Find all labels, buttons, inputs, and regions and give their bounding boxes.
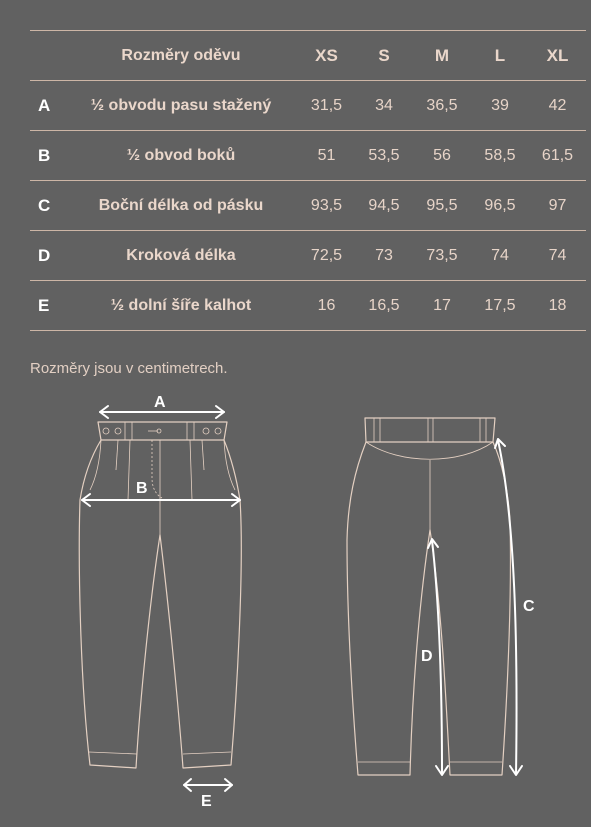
table-cell: 95,5 bbox=[413, 181, 471, 231]
header-letter-spacer bbox=[30, 31, 64, 81]
table-cell: 42 bbox=[529, 81, 586, 131]
table-cell: 96,5 bbox=[471, 181, 529, 231]
table-row bbox=[30, 231, 586, 281]
table-row bbox=[30, 281, 586, 331]
table-cell: 58,5 bbox=[471, 131, 529, 181]
table-cell: 16,5 bbox=[355, 281, 413, 331]
label-e: E bbox=[201, 793, 212, 810]
row-label: Boční délka od pásku bbox=[64, 181, 298, 231]
table-cell: 17 bbox=[413, 281, 471, 331]
row-letter: D bbox=[30, 231, 64, 281]
table-cell: 53,5 bbox=[355, 131, 413, 181]
measurement-diagram bbox=[0, 380, 591, 827]
table-cell: 51 bbox=[298, 131, 355, 181]
table-cell: 39 bbox=[471, 81, 529, 131]
label-a: A bbox=[154, 394, 166, 411]
table-cell: 94,5 bbox=[355, 181, 413, 231]
table-cell: 97 bbox=[529, 181, 586, 231]
table-cell: 72,5 bbox=[298, 231, 355, 281]
header-size: S bbox=[355, 31, 413, 81]
row-letter: A bbox=[30, 81, 64, 131]
row-label: ½ obvod boků bbox=[64, 131, 298, 181]
table-cell: 18 bbox=[529, 281, 586, 331]
row-label: ½ obvodu pasu stažený bbox=[64, 81, 298, 131]
label-d: D bbox=[421, 648, 433, 665]
row-label: Kroková délka bbox=[64, 231, 298, 281]
measure-b-arrow bbox=[82, 494, 240, 506]
table-row bbox=[30, 81, 586, 131]
table-cell: 16 bbox=[298, 281, 355, 331]
table-cell: 56 bbox=[413, 131, 471, 181]
row-letter: C bbox=[30, 181, 64, 231]
label-b: B bbox=[136, 480, 148, 497]
header-size: L bbox=[471, 31, 529, 81]
table-cell: 74 bbox=[471, 231, 529, 281]
pants-front-illustration bbox=[79, 422, 241, 768]
table-row bbox=[30, 131, 586, 181]
pants-back-illustration bbox=[347, 418, 510, 775]
table-header-row bbox=[30, 31, 586, 81]
size-table bbox=[30, 30, 586, 331]
header-size: M bbox=[413, 31, 471, 81]
table-cell: 73,5 bbox=[413, 231, 471, 281]
table-cell: 73 bbox=[355, 231, 413, 281]
header-label: Rozměry oděvu bbox=[64, 31, 298, 81]
header-size: XS bbox=[298, 31, 355, 81]
row-label: ½ dolní šíře kalhot bbox=[64, 281, 298, 331]
table-cell: 93,5 bbox=[298, 181, 355, 231]
table-cell: 17,5 bbox=[471, 281, 529, 331]
table-cell: 74 bbox=[529, 231, 586, 281]
measure-c-arrow bbox=[495, 439, 522, 775]
table-cell: 31,5 bbox=[298, 81, 355, 131]
row-letter: B bbox=[30, 131, 64, 181]
table-row bbox=[30, 181, 586, 231]
table-cell: 34 bbox=[355, 81, 413, 131]
units-note: Rozměry jsou v centimetrech. bbox=[30, 360, 228, 377]
measure-e-arrow bbox=[184, 779, 232, 791]
row-letter: E bbox=[30, 281, 64, 331]
table-cell: 36,5 bbox=[413, 81, 471, 131]
header-size: XL bbox=[529, 31, 586, 81]
table-cell: 61,5 bbox=[529, 131, 586, 181]
label-c: C bbox=[523, 598, 535, 615]
